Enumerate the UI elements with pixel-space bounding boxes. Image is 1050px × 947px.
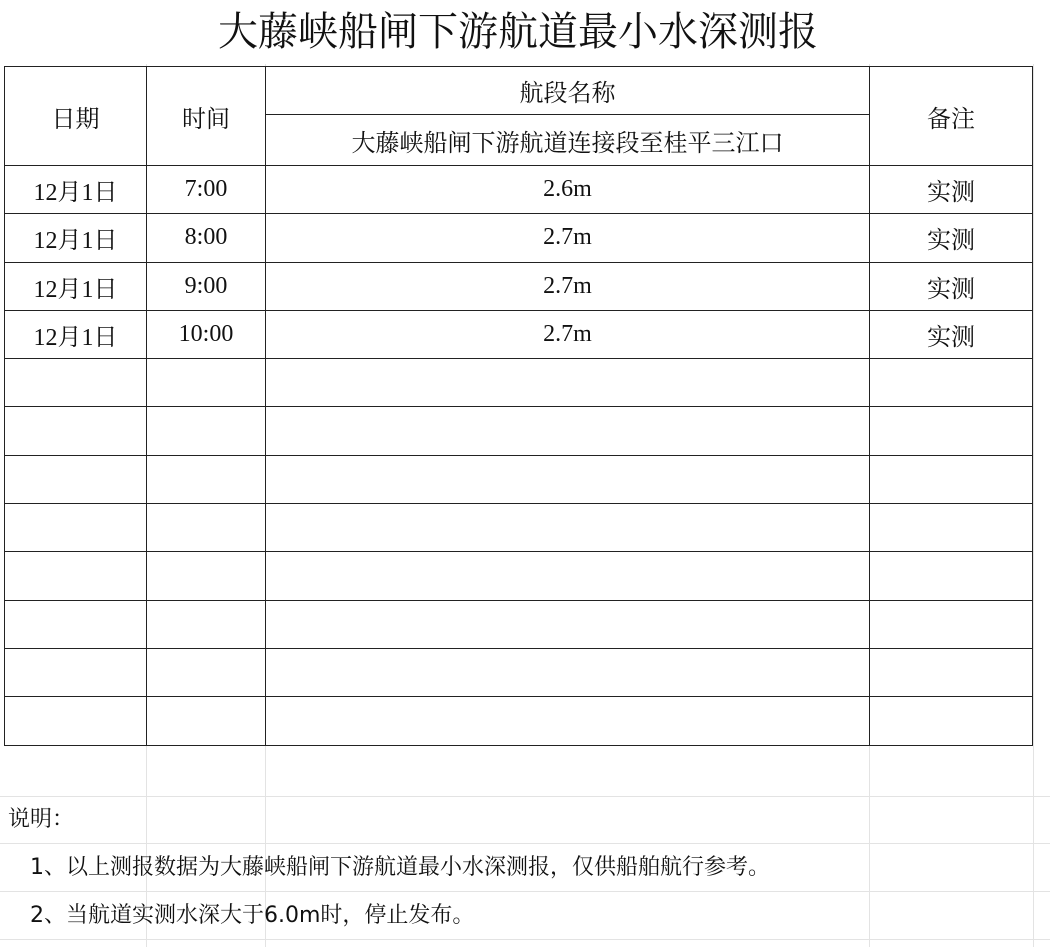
cell-date[interactable] [5, 552, 147, 600]
table-row [5, 455, 1033, 503]
table-row [5, 359, 1033, 407]
cell-time[interactable] [147, 697, 266, 745]
cell-depth[interactable] [266, 648, 870, 696]
cell-remark[interactable] [870, 407, 1033, 455]
notes-title: 说明： [8, 807, 75, 832]
table-row [5, 697, 1033, 745]
cell-remark[interactable]: 实测 [870, 214, 1033, 262]
header-time[interactable]: 时间 [147, 67, 266, 166]
cell-time[interactable] [147, 648, 266, 696]
header-remark[interactable]: 备注 [870, 67, 1033, 166]
header-segment-range[interactable] [266, 115, 869, 165]
cell-date[interactable] [5, 407, 147, 455]
cell-depth[interactable] [266, 455, 870, 503]
cell-time[interactable] [147, 504, 266, 552]
cell-date[interactable] [5, 504, 147, 552]
cell-time[interactable]: 8:00 [147, 214, 266, 262]
cell-date[interactable] [5, 455, 147, 503]
cell-time[interactable] [147, 600, 266, 648]
cell-depth[interactable] [266, 504, 870, 552]
table-header-row [5, 67, 1033, 166]
cell-remark[interactable] [870, 697, 1033, 745]
cell-depth[interactable]: 2.6m [266, 166, 870, 214]
cell-time[interactable]: 10:00 [147, 310, 266, 358]
cell-depth[interactable] [266, 407, 870, 455]
header-segment-name[interactable] [266, 67, 869, 115]
header-date[interactable]: 日期 [5, 67, 147, 166]
cell-date[interactable] [5, 648, 147, 696]
cell-remark[interactable]: 实测 [870, 262, 1033, 310]
cell-time[interactable] [147, 407, 266, 455]
sheet-gridline [0, 796, 1050, 797]
table-row [5, 310, 1033, 358]
cell-depth[interactable] [266, 552, 870, 600]
cell-time[interactable]: 9:00 [147, 262, 266, 310]
cell-remark[interactable] [870, 359, 1033, 407]
table-row [5, 504, 1033, 552]
cell-date[interactable]: 12月1日 [5, 262, 147, 310]
cell-depth[interactable] [266, 697, 870, 745]
cell-date[interactable] [5, 600, 147, 648]
cell-depth[interactable]: 2.7m [266, 262, 870, 310]
cell-date[interactable] [5, 697, 147, 745]
cell-remark[interactable]: 实测 [870, 310, 1033, 358]
cell-depth[interactable]: 2.7m [266, 310, 870, 358]
header-segment [266, 67, 870, 166]
note-item: 1、以上测报数据为大藤峡船闸下游航道最小水深测报，仅供船舶航行参考。 [30, 855, 770, 880]
table-row [5, 407, 1033, 455]
cell-time[interactable] [147, 359, 266, 407]
cell-remark[interactable] [870, 600, 1033, 648]
cell-depth[interactable]: 2.7m [266, 214, 870, 262]
cell-time[interactable] [147, 552, 266, 600]
note-item: 2、当航道实测水深大于6.0m时，停止发布。 [30, 903, 475, 928]
cell-remark[interactable] [870, 504, 1033, 552]
cell-remark[interactable]: 实测 [870, 166, 1033, 214]
cell-time[interactable] [147, 455, 266, 503]
page-title: 大藤峡船闸下游航道最小水深测报 [0, 0, 1036, 64]
header-segment-range-text: 大藤峡船闸下游航道连接段至桂平三江口 [351, 128, 784, 157]
table-row [5, 166, 1033, 214]
sheet-gridline [1033, 0, 1034, 947]
cell-remark[interactable] [870, 455, 1033, 503]
table-row [5, 552, 1033, 600]
cell-remark[interactable] [870, 552, 1033, 600]
cell-depth[interactable] [266, 359, 870, 407]
table-row [5, 262, 1033, 310]
cell-date[interactable]: 12月1日 [5, 310, 147, 358]
cell-remark[interactable] [870, 648, 1033, 696]
cell-date[interactable]: 12月1日 [5, 166, 147, 214]
table-row [5, 648, 1033, 696]
header-segment-name-text: 航段名称 [519, 79, 616, 107]
cell-date[interactable]: 12月1日 [5, 214, 147, 262]
depth-report-table [4, 66, 1033, 746]
cell-depth[interactable] [266, 600, 870, 648]
table-row [5, 214, 1033, 262]
cell-time[interactable]: 7:00 [147, 166, 266, 214]
table-row [5, 600, 1033, 648]
cell-date[interactable] [5, 359, 147, 407]
